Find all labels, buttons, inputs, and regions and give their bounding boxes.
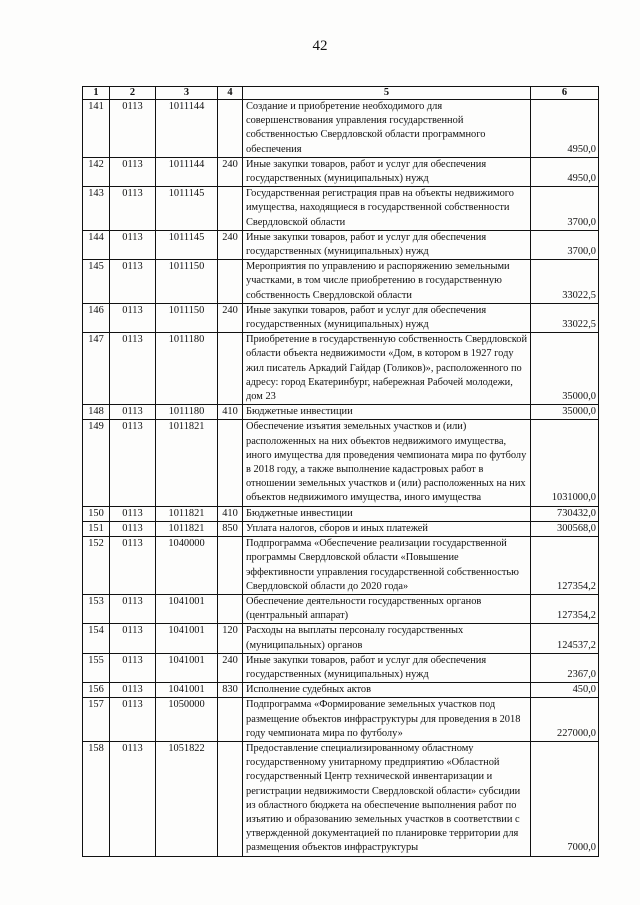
description-cell: Подпрограмма «Формирование земельных участков под размещение объектов инфраструктуры для проведения в 2018 году чемпионата мира по футболу» xyxy=(243,698,531,742)
description-cell: Приобретение в государственную собственность Свердловской области объекта недвижимости «Дом, в котором в 1927 году жил писатель Аркадий Гайдар (Голиков)», расположенного по адресу: город Екатеринбург, набережная Рабочей молодежи, дом 23 xyxy=(243,333,531,405)
section-code-cell: 0113 xyxy=(110,100,156,158)
target-code-cell: 1050000 xyxy=(156,698,218,742)
expense-type-cell xyxy=(218,741,243,856)
description-cell: Мероприятия по управлению и распоряжению земельными участками, в том числе приобретению в государственную собственность Свердловской области xyxy=(243,260,531,304)
row-number-cell: 144 xyxy=(83,230,110,259)
row-number-cell: 152 xyxy=(83,537,110,595)
description-cell: Иные закупки товаров, работ и услуг для обеспечения государственных (муниципальных) нужд xyxy=(243,157,531,186)
amount-cell: 3700,0 xyxy=(531,187,599,231)
expense-type-cell xyxy=(218,260,243,304)
row-number-cell: 156 xyxy=(83,683,110,698)
row-number-cell: 148 xyxy=(83,405,110,420)
amount-cell: 7000,0 xyxy=(531,741,599,856)
expense-type-cell: 240 xyxy=(218,157,243,186)
row-number-cell: 143 xyxy=(83,187,110,231)
target-code-cell: 1011144 xyxy=(156,157,218,186)
row-number-cell: 158 xyxy=(83,741,110,856)
table-row xyxy=(83,741,599,856)
amount-cell: 33022,5 xyxy=(531,260,599,304)
column-header: 4 xyxy=(218,87,243,100)
description-cell: Предоставление специализированному областному государственному унитарному предприятию «Областной государственный Центр технической инвентаризации и регистрации недвижимости Свердловской области» субсидии из областного бюджета на обеспечение выполнения работ по изъятию и образованию земельных участков в соответствии с утвержденной документацией по планировке территории для размещения объектов инфраструктуры xyxy=(243,741,531,856)
table-row xyxy=(83,230,599,259)
description-cell: Государственная регистрация прав на объекты недвижимого имущества, находящиеся в государственной собственности Свердловской области xyxy=(243,187,531,231)
description-cell: Расходы на выплаты персоналу государственных (муниципальных) органов xyxy=(243,624,531,653)
table-row xyxy=(83,333,599,405)
column-header: 3 xyxy=(156,87,218,100)
description-cell: Уплата налогов, сборов и иных платежей xyxy=(243,521,531,536)
target-code-cell: 1011821 xyxy=(156,521,218,536)
section-code-cell: 0113 xyxy=(110,521,156,536)
row-number-cell: 149 xyxy=(83,420,110,506)
amount-cell: 35000,0 xyxy=(531,405,599,420)
expense-type-cell xyxy=(218,537,243,595)
target-code-cell: 1011145 xyxy=(156,187,218,231)
target-code-cell: 1011180 xyxy=(156,405,218,420)
column-header: 1 xyxy=(83,87,110,100)
expense-type-cell: 240 xyxy=(218,653,243,682)
section-code-cell: 0113 xyxy=(110,230,156,259)
description-cell: Иные закупки товаров, работ и услуг для обеспечения государственных (муниципальных) нужд xyxy=(243,653,531,682)
section-code-cell: 0113 xyxy=(110,303,156,332)
amount-cell: 4950,0 xyxy=(531,157,599,186)
row-number-cell: 147 xyxy=(83,333,110,405)
section-code-cell: 0113 xyxy=(110,741,156,856)
description-cell: Создание и приобретение необходимого для совершенствования управления государственной собственностью Свердловской области программного обеспечения xyxy=(243,100,531,158)
expense-type-cell xyxy=(218,698,243,742)
row-number-cell: 141 xyxy=(83,100,110,158)
column-header: 5 xyxy=(243,87,531,100)
amount-cell: 35000,0 xyxy=(531,333,599,405)
section-code-cell: 0113 xyxy=(110,594,156,623)
column-header: 6 xyxy=(531,87,599,100)
expense-type-cell xyxy=(218,187,243,231)
description-cell: Иные закупки товаров, работ и услуг для обеспечения государственных (муниципальных) нужд xyxy=(243,230,531,259)
section-code-cell: 0113 xyxy=(110,624,156,653)
row-number-cell: 154 xyxy=(83,624,110,653)
section-code-cell: 0113 xyxy=(110,653,156,682)
section-code-cell: 0113 xyxy=(110,187,156,231)
row-number-cell: 155 xyxy=(83,653,110,682)
section-code-cell: 0113 xyxy=(110,405,156,420)
amount-cell: 4950,0 xyxy=(531,100,599,158)
row-number-cell: 151 xyxy=(83,521,110,536)
expense-type-cell: 410 xyxy=(218,405,243,420)
row-number-cell: 153 xyxy=(83,594,110,623)
table-row xyxy=(83,303,599,332)
amount-cell: 33022,5 xyxy=(531,303,599,332)
table-row xyxy=(83,100,599,158)
target-code-cell: 1041001 xyxy=(156,624,218,653)
section-code-cell: 0113 xyxy=(110,420,156,506)
table-row xyxy=(83,653,599,682)
table-row xyxy=(83,420,599,506)
amount-cell: 127354,2 xyxy=(531,537,599,595)
amount-cell: 1031000,0 xyxy=(531,420,599,506)
amount-cell: 2367,0 xyxy=(531,653,599,682)
target-code-cell: 1040000 xyxy=(156,537,218,595)
table-row xyxy=(83,537,599,595)
amount-cell: 127354,2 xyxy=(531,594,599,623)
section-code-cell: 0113 xyxy=(110,537,156,595)
table-row xyxy=(83,260,599,304)
section-code-cell: 0113 xyxy=(110,333,156,405)
amount-cell: 450,0 xyxy=(531,683,599,698)
table-row xyxy=(83,594,599,623)
table-row xyxy=(83,157,599,186)
amount-cell: 300568,0 xyxy=(531,521,599,536)
target-code-cell: 1011144 xyxy=(156,100,218,158)
target-code-cell: 1041001 xyxy=(156,594,218,623)
table-row xyxy=(83,683,599,698)
target-code-cell: 1041001 xyxy=(156,653,218,682)
description-cell: Обеспечение изъятия земельных участков и (или) расположенных на них объектов недвижимого имущества, иного имущества для проведения чемпионата мира по футболу в 2018 году, а также выполнение кадастровых работ в отношении земельных участков и (или) расположенных на них объектов недвижимого имущества, иного имущества xyxy=(243,420,531,506)
expense-type-cell: 240 xyxy=(218,230,243,259)
description-cell: Иные закупки товаров, работ и услуг для обеспечения государственных (муниципальных) нужд xyxy=(243,303,531,332)
table-row xyxy=(83,187,599,231)
section-code-cell: 0113 xyxy=(110,698,156,742)
target-code-cell: 1011150 xyxy=(156,303,218,332)
description-cell: Бюджетные инвестиции xyxy=(243,506,531,521)
table-row xyxy=(83,698,599,742)
column-header: 2 xyxy=(110,87,156,100)
section-code-cell: 0113 xyxy=(110,506,156,521)
expense-type-cell: 850 xyxy=(218,521,243,536)
section-code-cell: 0113 xyxy=(110,157,156,186)
expense-type-cell xyxy=(218,420,243,506)
row-number-cell: 145 xyxy=(83,260,110,304)
amount-cell: 3700,0 xyxy=(531,230,599,259)
budget-table xyxy=(82,86,599,857)
table-row xyxy=(83,521,599,536)
expense-type-cell xyxy=(218,100,243,158)
expense-type-cell xyxy=(218,594,243,623)
table-row xyxy=(83,506,599,521)
amount-cell: 227000,0 xyxy=(531,698,599,742)
target-code-cell: 1011150 xyxy=(156,260,218,304)
expense-type-cell xyxy=(218,333,243,405)
table-row xyxy=(83,405,599,420)
header-row xyxy=(83,87,599,100)
section-code-cell: 0113 xyxy=(110,260,156,304)
table-row xyxy=(83,624,599,653)
expense-type-cell: 240 xyxy=(218,303,243,332)
row-number-cell: 146 xyxy=(83,303,110,332)
target-code-cell: 1011821 xyxy=(156,506,218,521)
description-cell: Бюджетные инвестиции xyxy=(243,405,531,420)
target-code-cell: 1011180 xyxy=(156,333,218,405)
expense-type-cell: 120 xyxy=(218,624,243,653)
target-code-cell: 1011145 xyxy=(156,230,218,259)
row-number-cell: 142 xyxy=(83,157,110,186)
row-number-cell: 157 xyxy=(83,698,110,742)
amount-cell: 730432,0 xyxy=(531,506,599,521)
description-cell: Обеспечение деятельности государственных органов (центральный аппарат) xyxy=(243,594,531,623)
page-number: 42 xyxy=(312,38,328,54)
section-code-cell: 0113 xyxy=(110,683,156,698)
target-code-cell: 1051822 xyxy=(156,741,218,856)
description-cell: Исполнение судебных актов xyxy=(243,683,531,698)
row-number-cell: 150 xyxy=(83,506,110,521)
amount-cell: 124537,2 xyxy=(531,624,599,653)
target-code-cell: 1041001 xyxy=(156,683,218,698)
expense-type-cell: 410 xyxy=(218,506,243,521)
table-body xyxy=(83,100,599,857)
description-cell: Подпрограмма «Обеспечение реализации государственной программы Свердловской области «Повышение эффективности управления государственной собственностью Свердловской области до 2020 года» xyxy=(243,537,531,595)
target-code-cell: 1011821 xyxy=(156,420,218,506)
expense-type-cell: 830 xyxy=(218,683,243,698)
